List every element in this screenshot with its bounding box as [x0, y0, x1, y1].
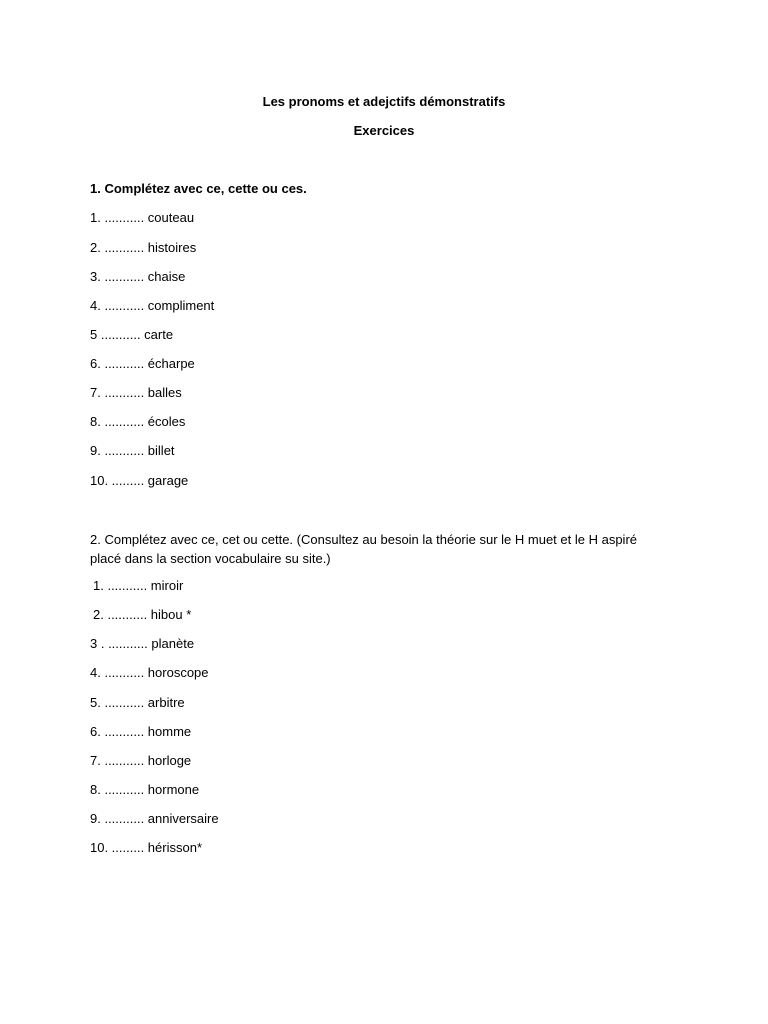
- exercise1-item: 9. ........... billet: [90, 443, 175, 458]
- exercise2-item: 8. ........... hormone: [90, 782, 200, 797]
- exercise2-item: 3 . ........... planète: [90, 636, 195, 651]
- exercise2-item: 9. ........... anniversaire: [90, 811, 219, 826]
- document-subtitle: Exercices: [353, 123, 415, 138]
- exercise1-item: 3. ........... chaise: [90, 269, 186, 284]
- exercise2-item: 10. ......... hérisson*: [90, 840, 202, 855]
- exercise2-instruction: 2. Complétez avec ce, cet ou cette. (Consultez au besoin la théorie sur le H muet et le H aspiré placé dans la section vocabulaire su site.): [90, 532, 637, 566]
- exercise1-instruction: 1. Complétez avec ce, cette ou ces.: [90, 181, 307, 196]
- exercise1-item: 1. ........... couteau: [90, 210, 195, 225]
- exercise1-item: 4. ........... compliment: [90, 298, 215, 313]
- exercise2-item: 6. ........... homme: [90, 724, 192, 739]
- exercise2-item: 1. ........... miroir: [93, 578, 184, 593]
- exercise1-item: 2. ........... histoires: [90, 240, 197, 255]
- exercise2-item: 7. ........... horloge: [90, 753, 192, 768]
- exercise1-item: 7. ........... balles: [90, 385, 182, 400]
- exercise1-item: 6. ........... écharpe: [90, 356, 195, 371]
- exercise1-item: 5 ........... carte: [90, 327, 174, 342]
- exercise1-item: 10. ......... garage: [90, 473, 189, 488]
- exercise2-item: 4. ........... horoscope: [90, 665, 209, 680]
- exercise1-item: 8. ........... écoles: [90, 414, 186, 429]
- exercise2-item: 5. ........... arbitre: [90, 695, 185, 710]
- document-title: Les pronoms et adejctifs démonstratifs: [262, 94, 506, 109]
- exercise2-item: 2. ........... hibou *: [93, 607, 192, 622]
